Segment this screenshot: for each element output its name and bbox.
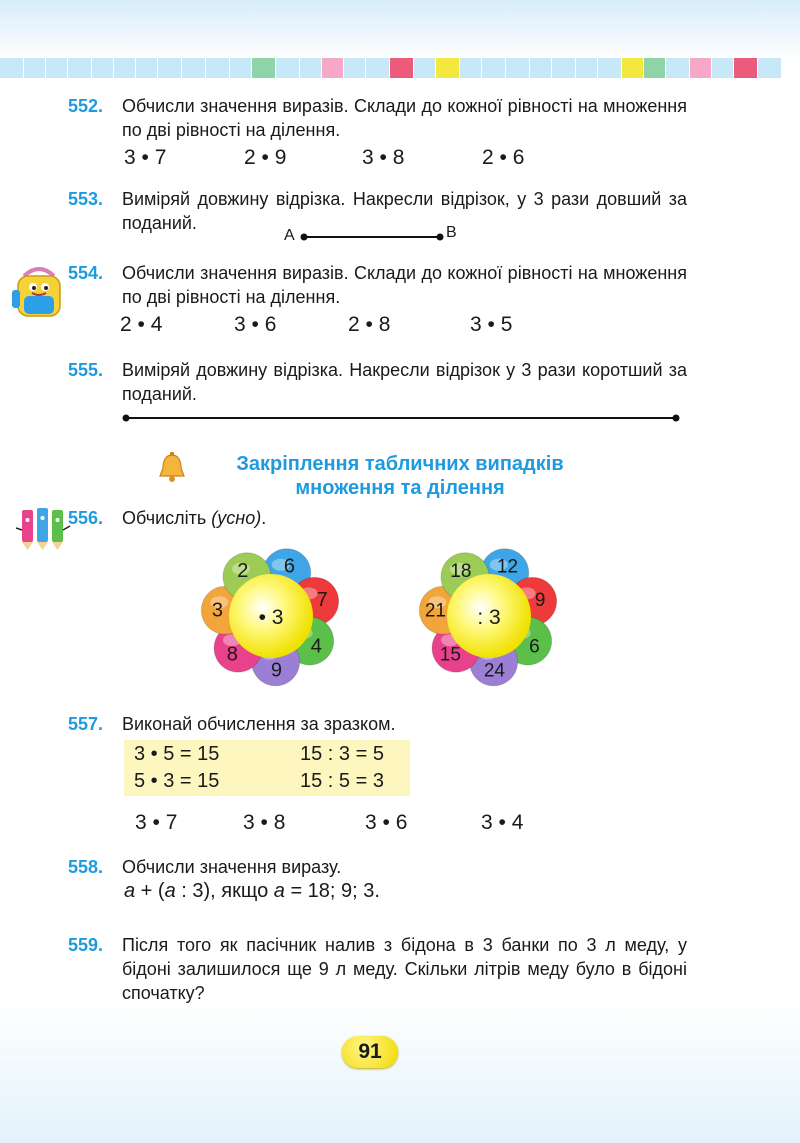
strip-cell xyxy=(414,58,436,78)
section-title-line: множення та ділення xyxy=(295,477,505,499)
exercise-text: Виміряй довжину відрізка. Накресли відрізок у 3 рази коротший за поданий. xyxy=(122,360,687,404)
petal-label: 6 xyxy=(283,555,296,578)
exercise-text: Обчисли значення виразу. xyxy=(122,857,342,877)
exercise-number: 555. xyxy=(68,360,104,380)
section-title-line: Закріплення табличних випадків xyxy=(236,453,564,475)
expression-row xyxy=(120,313,550,337)
flower-center-label: : 3 xyxy=(477,606,501,629)
strip-cell xyxy=(576,58,598,78)
strip-cell xyxy=(114,58,136,78)
petal-label: 21 xyxy=(424,600,446,622)
strip-cell xyxy=(598,58,622,78)
exercise-number: 554. xyxy=(68,263,104,283)
backpack-icon xyxy=(10,262,68,320)
formula-part: : 3), якщо xyxy=(175,880,274,902)
petal-label: 8 xyxy=(226,643,238,666)
variable-a: а xyxy=(273,880,285,902)
example-line: 3 • 5 = 15 xyxy=(134,743,220,765)
strip-cell xyxy=(92,58,114,78)
petal-label: 9 xyxy=(270,659,282,682)
example-box xyxy=(124,740,410,796)
expression: 2 • 8 xyxy=(348,313,391,336)
strip-cell xyxy=(460,58,482,78)
expression: 3 • 4 xyxy=(481,811,524,834)
exercise-text: Обчисли значення виразів. Склади до кожної рівності на множення по дві рівності на ділення. xyxy=(122,96,687,140)
formula-part: + ( xyxy=(135,880,165,902)
exercise-number: 559. xyxy=(68,935,104,955)
exercise-number: 553. xyxy=(68,189,104,209)
petal-label: 3 xyxy=(211,599,223,622)
exercise-text: Після того як пасічник налив з бідона в 3 банки по 3 л меду, у бідоні залишилося ще 9 л меду. Скільки літрів меду було в бідоні спочатку? xyxy=(122,935,687,1003)
strip-cell xyxy=(252,58,276,78)
petal-label: 15 xyxy=(439,644,461,666)
expression: 3 • 6 xyxy=(365,811,408,834)
strip-cell xyxy=(230,58,252,78)
expression-row xyxy=(124,146,562,170)
exercise-number: 552. xyxy=(68,96,104,116)
strip-cell xyxy=(390,58,414,78)
petal-label: 18 xyxy=(450,560,472,582)
example-line: 5 • 3 = 15 xyxy=(134,770,220,792)
strip-cell xyxy=(552,58,576,78)
formula-part: = 18; 9; 3. xyxy=(284,880,380,902)
exercise-number: 558. xyxy=(68,857,104,877)
header-strip xyxy=(0,58,800,78)
exercise-text: Виконай обчислення за зразком. xyxy=(122,714,396,734)
petal-label: 6 xyxy=(529,636,540,658)
expression: 3 • 6 xyxy=(234,313,277,336)
strip-cell xyxy=(158,58,182,78)
example-line: 15 : 3 = 5 xyxy=(300,743,384,765)
strip-cell xyxy=(482,58,506,78)
flower-divide xyxy=(404,536,574,696)
formula xyxy=(124,880,380,903)
strip-cell xyxy=(300,58,322,78)
expression: 2 • 6 xyxy=(482,146,525,169)
point-a-label: A xyxy=(284,227,295,244)
expression: 3 • 8 xyxy=(362,146,405,169)
petal-label: 24 xyxy=(483,660,505,682)
strip-cell xyxy=(366,58,390,78)
strip-cell xyxy=(690,58,712,78)
exercise-text-end: . xyxy=(261,508,267,528)
pencils-icon xyxy=(16,504,72,552)
strip-cell xyxy=(322,58,344,78)
page-number: 91 xyxy=(342,1036,398,1068)
expression: 3 • 7 xyxy=(124,146,167,169)
exercise-text xyxy=(122,506,687,530)
variable-a: а xyxy=(164,880,176,902)
strip-cell xyxy=(758,58,782,78)
strip-cell xyxy=(206,58,230,78)
strip-cell xyxy=(344,58,366,78)
point-b-label: B xyxy=(446,224,457,241)
expression: 3 • 8 xyxy=(243,811,286,834)
strip-cell xyxy=(734,58,758,78)
exercise-number: 557. xyxy=(68,714,104,734)
exercise-text: Виміряй довжину відрізка. Накресли відрізок, у 3 рази довший за поданий. xyxy=(122,189,687,233)
exercise-text-main: Обчисліть xyxy=(122,508,207,528)
flower-center-label: • 3 xyxy=(258,606,284,629)
exercise-text: Обчисли значення виразів. Склади до кожної рівності на множення по дві рівності на ділення. xyxy=(122,263,687,307)
petal-label: 7 xyxy=(316,588,328,611)
segment xyxy=(120,411,684,425)
petal-label: 4 xyxy=(310,635,322,658)
segment-ab xyxy=(298,230,448,244)
expression: 3 • 7 xyxy=(135,811,178,834)
strip-cell xyxy=(666,58,690,78)
strip-cell xyxy=(506,58,530,78)
expression: 3 • 5 xyxy=(470,313,513,336)
expression: 2 • 4 xyxy=(120,313,163,336)
strip-cell xyxy=(46,58,68,78)
example-line: 15 : 5 = 3 xyxy=(300,770,384,792)
petal-label: 12 xyxy=(496,556,519,578)
expression-row xyxy=(135,811,561,835)
strip-cell xyxy=(530,58,552,78)
strip-cell xyxy=(436,58,460,78)
strip-cell xyxy=(276,58,300,78)
exercise-number: 556. xyxy=(68,508,104,528)
exercise-text-italic: (усно) xyxy=(211,508,262,528)
strip-cell xyxy=(644,58,666,78)
strip-cell xyxy=(24,58,46,78)
flower-multiply xyxy=(186,536,356,696)
strip-cell xyxy=(0,58,24,78)
strip-cell xyxy=(182,58,206,78)
expression: 2 • 9 xyxy=(244,146,287,169)
strip-cell xyxy=(136,58,158,78)
strip-cell xyxy=(712,58,734,78)
petal-label: 9 xyxy=(534,589,546,611)
strip-cell xyxy=(68,58,92,78)
variable-a: а xyxy=(124,880,136,902)
petal-label: 2 xyxy=(237,559,249,582)
section-title xyxy=(0,452,800,500)
strip-cell xyxy=(622,58,644,78)
